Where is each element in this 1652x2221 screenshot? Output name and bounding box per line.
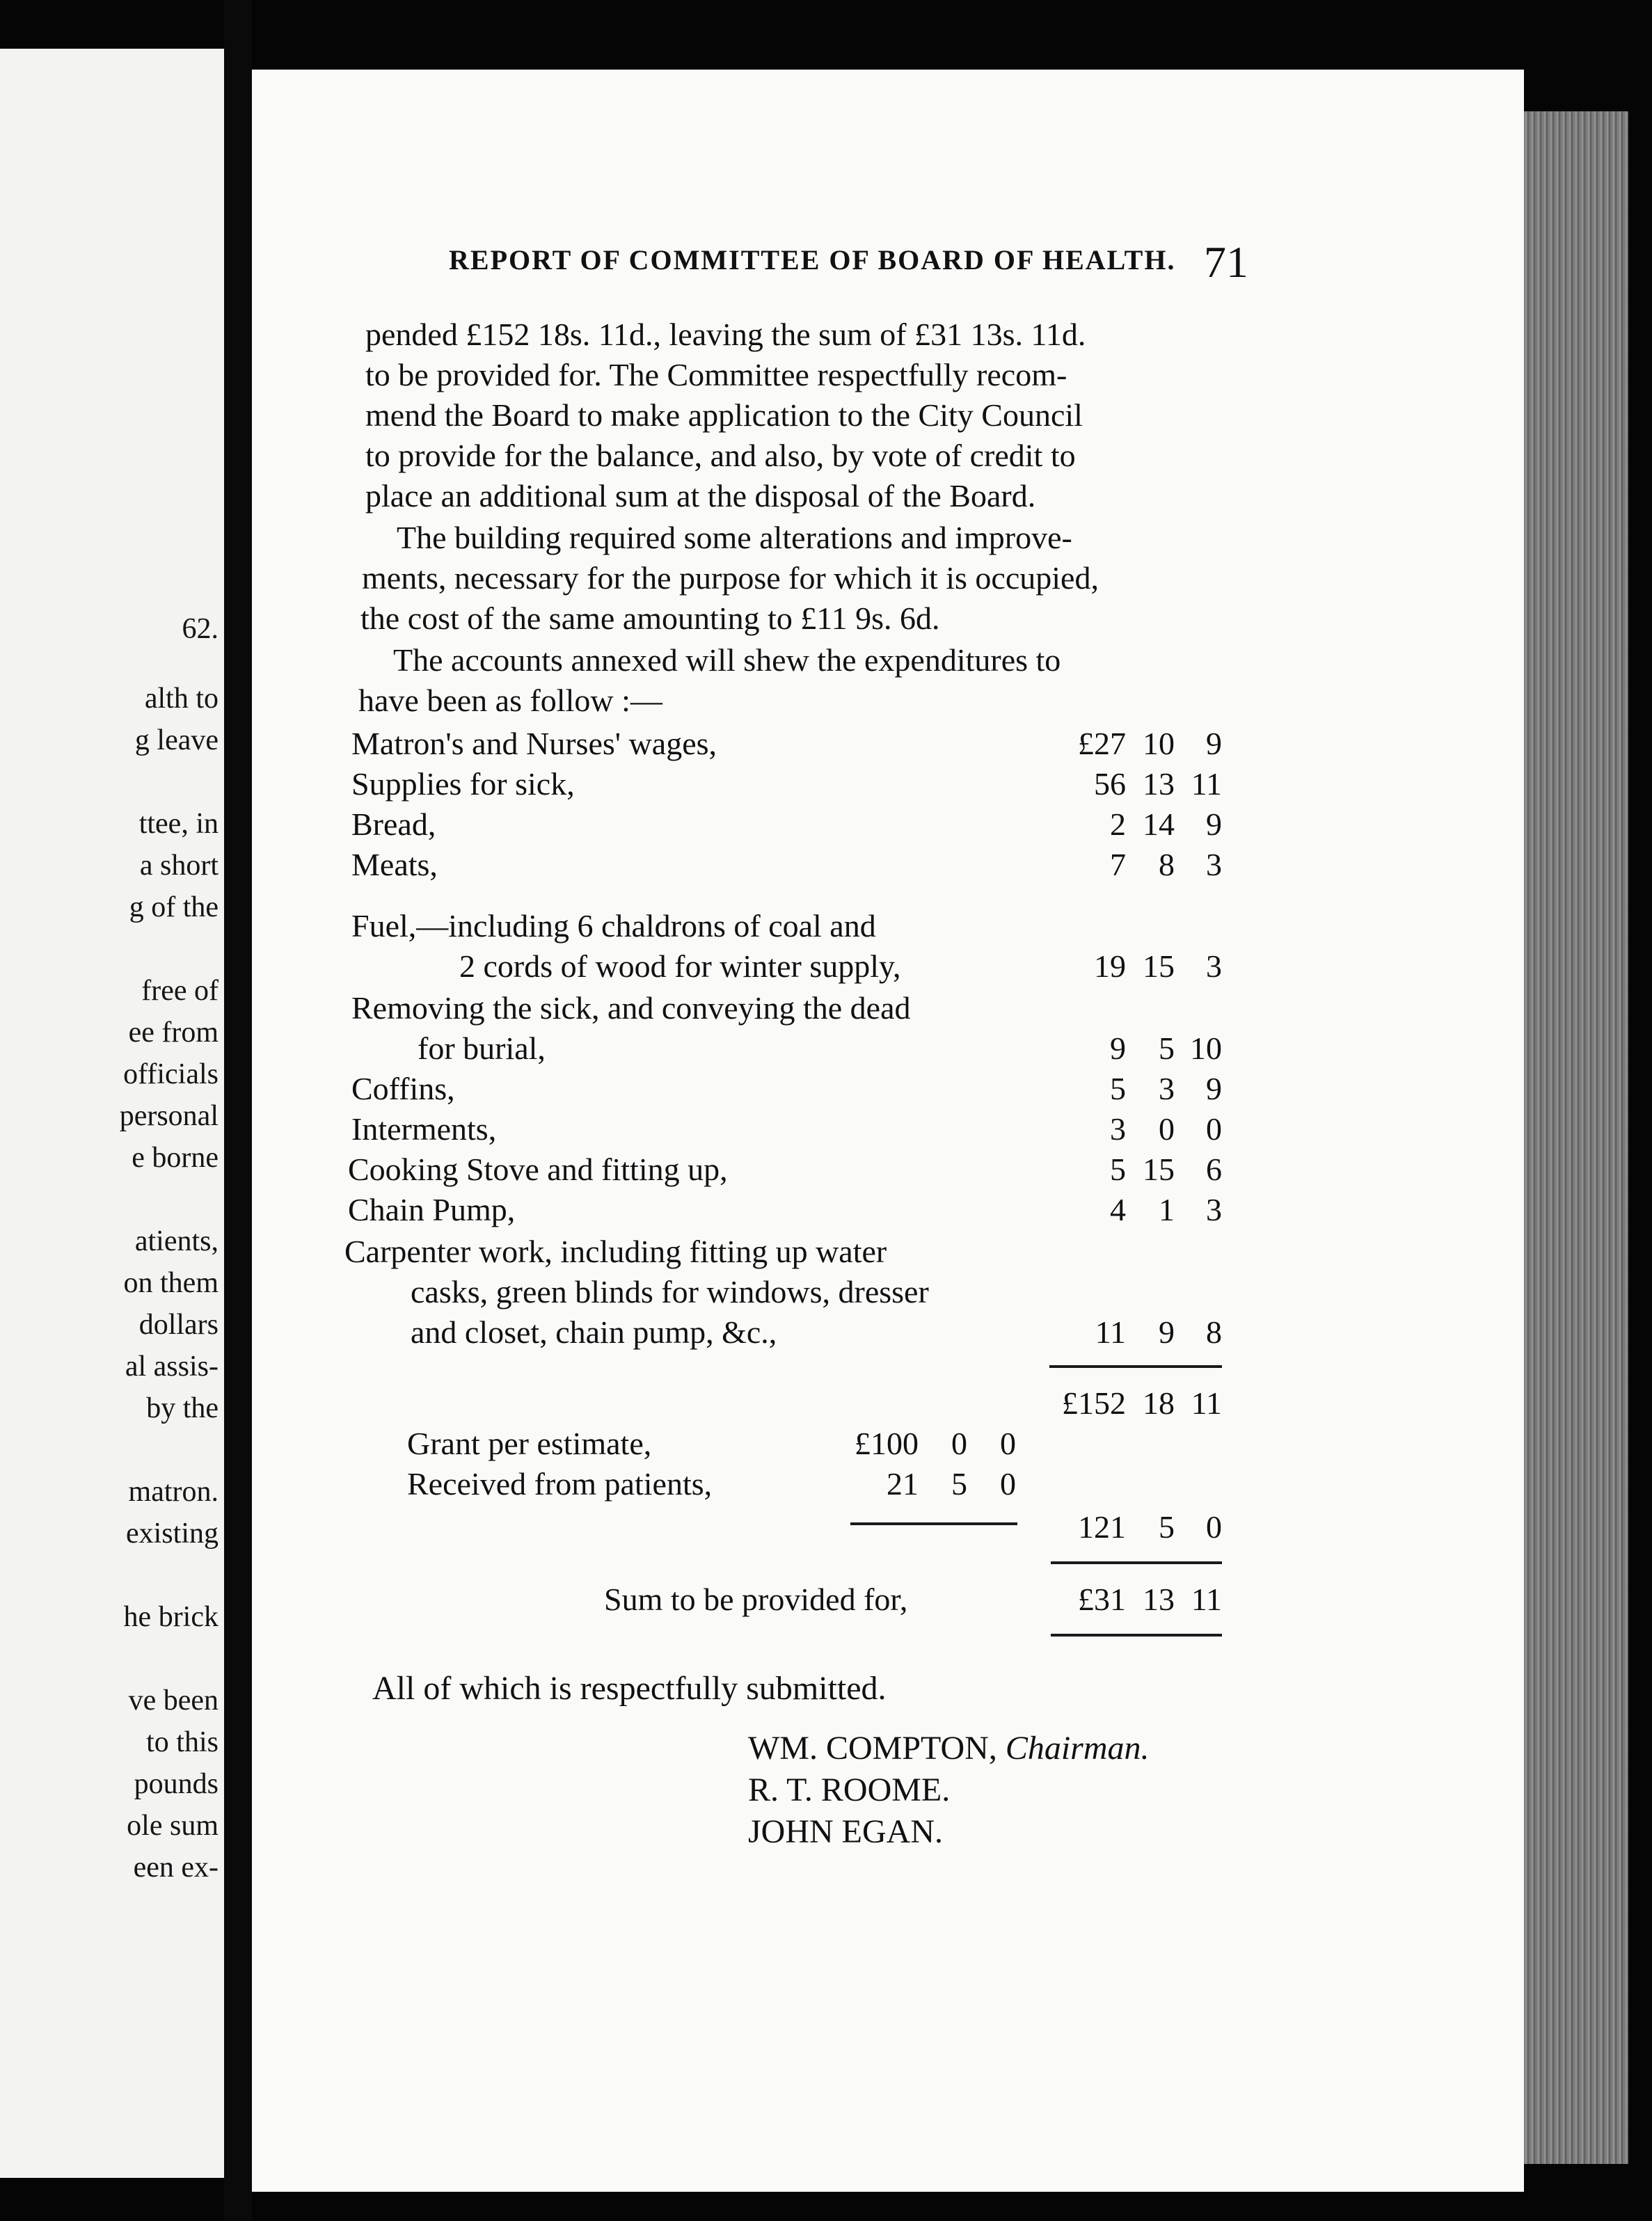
left-page-fragment: matron.: [128, 1476, 219, 1508]
receipt-row: [0, 1424, 1652, 1464]
expenditure-pence: 9: [1206, 726, 1222, 761]
expenditure-label: Matron's and Nurses' wages,: [351, 726, 717, 761]
para1-line: pended £152 18s. 11d., leaving the sum of £31 13s. 11d.: [365, 317, 1086, 352]
expenditure-pounds: 11: [1095, 1314, 1126, 1350]
left-page-fragment: g leave: [134, 724, 219, 756]
expenditure-pence: 9: [1206, 806, 1222, 842]
left-page-fragment: een ex-: [133, 1852, 219, 1884]
left-page-fragment: ttee, in: [138, 808, 219, 840]
para2-line: ments, necessary for the purpose for which it is occupied,: [362, 560, 1099, 596]
expenditure-label: Chain Pump,: [348, 1192, 516, 1227]
receipts-total-shillings: 5: [1159, 1509, 1175, 1545]
closing-line: All of which is respectfully submitted.: [372, 1670, 887, 1707]
left-page-fragment: by the: [146, 1392, 219, 1424]
expenditure-pounds: £27: [1078, 726, 1126, 761]
expenditure-label: Bread,: [351, 806, 436, 842]
expenditure-label: Interments,: [351, 1111, 497, 1147]
expenditure-item: [0, 845, 1652, 885]
receipt-row: [0, 1464, 1652, 1504]
expenditure-label: Fuel,—including 6 chaldrons of coal and: [351, 908, 876, 944]
expenditure-item: [0, 1312, 1652, 1353]
para1-line: to provide for the balance, and also, by vote of credit to: [365, 438, 1076, 473]
left-page-fragment: g of the: [129, 891, 219, 923]
expenditure-pence: 3: [1206, 847, 1222, 882]
expenditure-label: 2 cords of wood for winter supply,: [459, 948, 901, 984]
expenditure-shillings: 0: [1159, 1111, 1175, 1147]
expenditure-shillings: 1: [1159, 1192, 1175, 1227]
receipts-total-pence: 0: [1206, 1509, 1222, 1545]
expenditure-shillings: 13: [1143, 766, 1175, 802]
left-page-fragment: personal: [119, 1100, 219, 1132]
receipt-label: Grant per estimate,: [407, 1426, 652, 1461]
left-page-fragment: al assis-: [125, 1351, 219, 1383]
expenditure-shillings: 10: [1143, 726, 1175, 761]
receipt-pounds: £100: [855, 1426, 919, 1461]
expenditure-item: [0, 764, 1652, 804]
expenditure-item: [0, 1069, 1652, 1109]
expenditure-label: Supplies for sick,: [351, 766, 575, 802]
expenditure-item: [0, 1232, 1652, 1272]
left-page-fragment: a short: [139, 850, 219, 882]
expenditure-pounds: 3: [1110, 1111, 1126, 1147]
expenditure-item: [0, 1149, 1652, 1190]
left-page-fragment: pounds: [134, 1768, 219, 1800]
para1-line: to be provided for. The Committee respectfully recom-: [365, 357, 1067, 392]
expenditure-pence: 6: [1206, 1152, 1222, 1187]
running-title: REPORT OF COMMITTEE OF BOARD OF HEALTH.: [449, 244, 1176, 276]
expenditure-item: [0, 1109, 1652, 1149]
expenditure-pounds: 9: [1110, 1030, 1126, 1066]
signatory-title: Chairman.: [1005, 1730, 1150, 1767]
para3-line: The accounts annexed will shew the expenditures to: [393, 642, 1061, 678]
signatory-name: WM. COMPTON,: [748, 1730, 997, 1767]
expenditure-pounds: 5: [1110, 1152, 1126, 1187]
total-row: [0, 1383, 1652, 1424]
total-shillings: 18: [1143, 1385, 1175, 1421]
expenditure-item: [0, 724, 1652, 764]
expenditure-pence: 10: [1190, 1030, 1222, 1066]
expenditure-item: [0, 1272, 1652, 1312]
expenditure-label: casks, green blinds for windows, dresser: [411, 1274, 929, 1309]
left-page-fragment: ee from: [128, 1017, 219, 1049]
expenditure-pence: 0: [1206, 1111, 1222, 1147]
expenditure-pence: 9: [1206, 1071, 1222, 1106]
expenditure-item: [0, 988, 1652, 1028]
expenditure-item: [0, 804, 1652, 845]
receipt-pounds: 21: [887, 1466, 919, 1502]
expenditure-shillings: 9: [1159, 1314, 1175, 1350]
receipts-total-row: [0, 1507, 1652, 1547]
left-page-fragment: officials: [123, 1058, 219, 1090]
balance-row: [0, 1579, 1652, 1620]
expenditure-label: and closet, chain pump, &c.,: [411, 1314, 777, 1350]
signatory-name: JOHN EGAN.: [748, 1813, 943, 1850]
balance-rule-top: [1051, 1561, 1222, 1564]
expenditure-label: Carpenter work, including fitting up water: [344, 1234, 887, 1269]
signatory-name: R. T. ROOME.: [748, 1772, 951, 1808]
expenditure-pence: 3: [1206, 1192, 1222, 1227]
left-page-fragment: atients,: [134, 1225, 219, 1257]
page-number: 71: [1204, 237, 1248, 287]
para3-line: have been as follow :—: [358, 683, 662, 718]
para2-line: The building required some alterations and improve-: [397, 520, 1072, 555]
expenditure-pence: 11: [1191, 766, 1222, 802]
left-page-fragment: e borne: [132, 1142, 219, 1174]
expenditure-label: Coffins,: [351, 1071, 455, 1106]
left-page-fragment: free of: [141, 975, 219, 1007]
receipt-pence: 0: [1000, 1466, 1016, 1502]
receipt-shillings: 5: [951, 1466, 967, 1502]
expenditure-item: [0, 946, 1652, 987]
expenditure-label: Cooking Stove and fitting up,: [348, 1152, 728, 1187]
receipts-total-pounds: 121: [1078, 1509, 1126, 1545]
receipt-pence: 0: [1000, 1426, 1016, 1461]
expenditure-pence: 3: [1206, 948, 1222, 984]
receipt-shillings: 0: [951, 1426, 967, 1461]
expenditure-pence: 8: [1206, 1314, 1222, 1350]
left-page-fragment: he brick: [123, 1601, 219, 1633]
expenditure-label: Removing the sick, and conveying the dead: [351, 990, 911, 1026]
expenditure-pounds: 4: [1110, 1192, 1126, 1227]
para1-line: place an additional sum at the disposal of the Board.: [365, 478, 1036, 514]
left-page-fragment: alth to: [144, 683, 219, 715]
balance-pence: 11: [1191, 1582, 1222, 1617]
left-page-fragment: 62.: [182, 613, 219, 645]
expenditure-label: for burial,: [418, 1030, 546, 1066]
balance-shillings: 13: [1143, 1582, 1175, 1617]
expenditure-item: [0, 906, 1652, 946]
expenditure-item: [0, 1190, 1652, 1230]
expenditure-label: Meats,: [351, 847, 438, 882]
para2-line: the cost of the same amounting to £11 9s. 6d.: [360, 600, 940, 636]
signatory-chairman: [748, 1728, 1150, 1769]
para1-line: mend the Board to make application to the City Council: [365, 397, 1083, 433]
left-page-fragment: dollars: [138, 1309, 219, 1341]
balance-label: Sum to be provided for,: [604, 1582, 908, 1617]
expenditure-shillings: 3: [1159, 1071, 1175, 1106]
total-rule: [1049, 1365, 1222, 1368]
left-page-fragment: ve been: [128, 1685, 219, 1717]
expenditure-shillings: 14: [1143, 806, 1175, 842]
expenditure-pounds: 7: [1110, 847, 1126, 882]
expenditure-pounds: 19: [1094, 948, 1126, 984]
expenditure-item: [0, 1028, 1652, 1069]
expenditure-shillings: 15: [1143, 948, 1175, 984]
balance-rule-bottom: [1051, 1634, 1222, 1637]
left-page-fragment: ole sum: [127, 1810, 219, 1842]
expenditure-shillings: 15: [1143, 1152, 1175, 1187]
expenditure-shillings: 8: [1159, 847, 1175, 882]
left-page-fragment: existing: [126, 1518, 219, 1550]
balance-pounds: £31: [1078, 1582, 1126, 1617]
expenditure-pounds: 56: [1094, 766, 1126, 802]
expenditure-pounds: 2: [1110, 806, 1126, 842]
total-pence: 11: [1191, 1385, 1222, 1421]
left-page-fragment: to this: [146, 1726, 219, 1758]
expenditure-pounds: 5: [1110, 1071, 1126, 1106]
expenditure-shillings: 5: [1159, 1030, 1175, 1066]
total-pounds: £152: [1062, 1385, 1126, 1421]
receipt-label: Received from patients,: [407, 1466, 713, 1502]
left-page-fragment: on them: [123, 1267, 219, 1299]
